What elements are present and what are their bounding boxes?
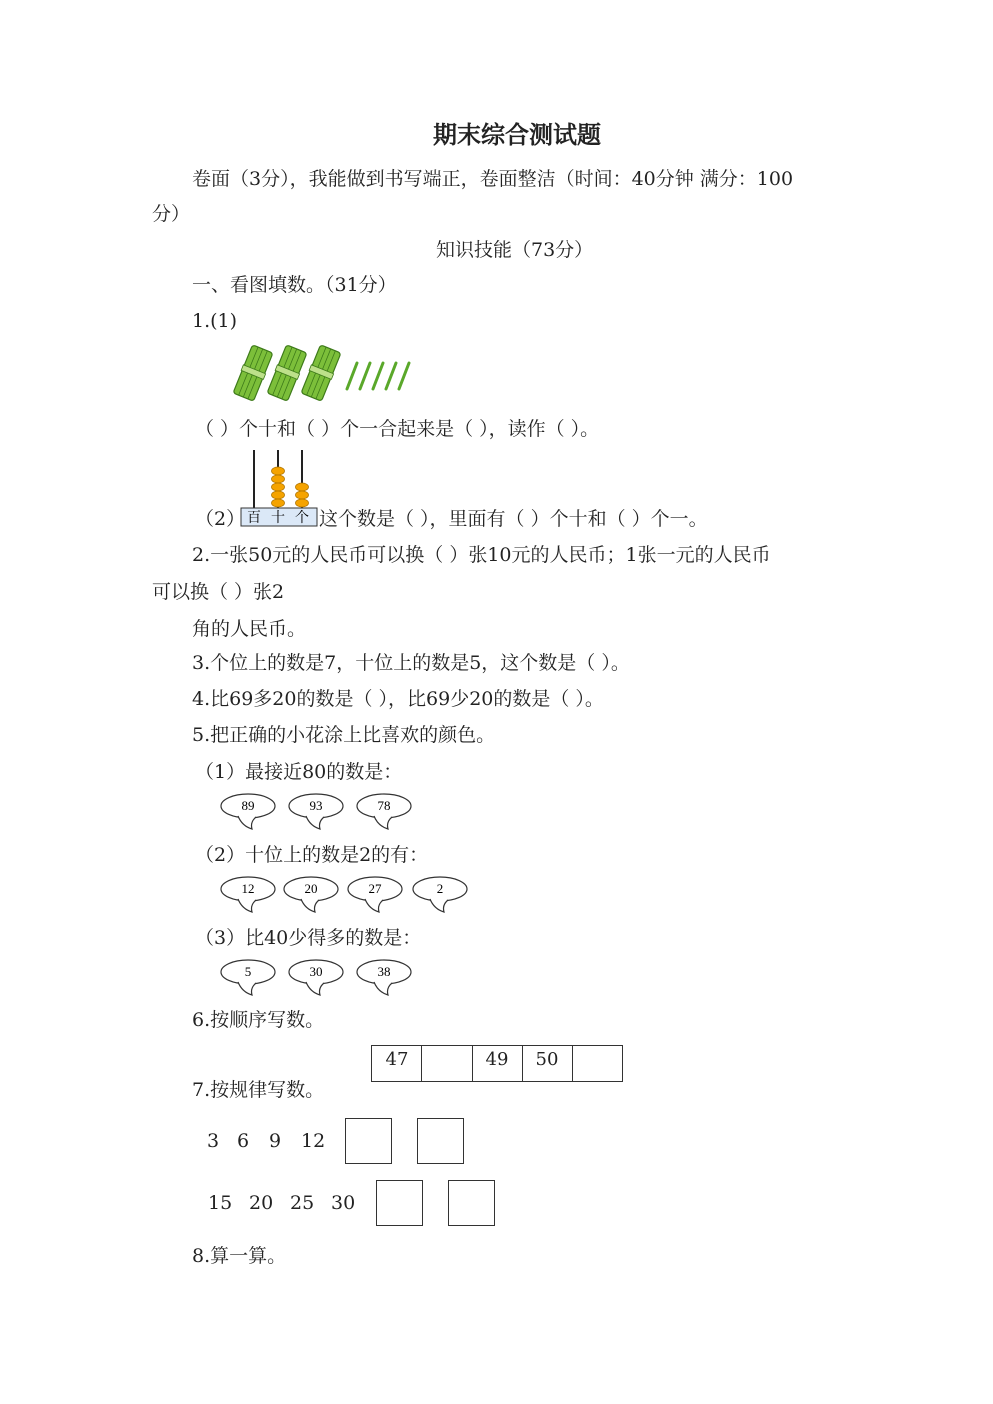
q2-line2: 可以换（ ）张2 (152, 581, 285, 603)
answer-box[interactable] (376, 1180, 423, 1226)
sequence-cell: 49 (485, 1049, 509, 1070)
flower-option[interactable] (289, 794, 343, 829)
q2-line3: 角的人民币。 (192, 618, 307, 640)
flower-number: 30 (309, 964, 323, 979)
flower-option[interactable] (221, 794, 275, 829)
flower-number: 38 (377, 964, 391, 979)
q5-sub3: （3）比40少得多的数是： (195, 927, 422, 949)
flower-option[interactable] (357, 794, 411, 829)
flower-option[interactable] (284, 877, 338, 912)
abacus-label-ones: 个 (295, 510, 309, 526)
flower-number: 20 (304, 881, 318, 896)
q1-part2-text: 这个数是（ ），里面有（ ）个十和（ ）个一。 (319, 508, 708, 530)
q4-text: 4.比69多20的数是（ ），比69少20的数是（ ）。 (192, 688, 604, 710)
flower-option[interactable] (413, 877, 467, 912)
q7-row1-number: 9 (269, 1130, 282, 1152)
q6-text: 6.按顺序写数。 (192, 1009, 325, 1031)
abacus-label-hundreds: 百 (247, 510, 261, 526)
answer-box[interactable] (417, 1118, 464, 1164)
q1-blank-sentence: （ ）个十和（ ）个一合起来是（ ），读作（ ）。 (195, 418, 600, 440)
part1-heading: 一、看图填数。（31分） (192, 274, 397, 296)
abacus-label-tens: 十 (271, 510, 285, 526)
answer-box[interactable] (345, 1118, 392, 1164)
single-sticks (347, 363, 409, 389)
answer-box[interactable] (448, 1180, 495, 1226)
q2-line1: 2.一张50元的人民币可以换（ ）张10元的人民币；1张一元的人民币 (192, 544, 771, 566)
flower-option[interactable] (221, 877, 275, 912)
flower-option[interactable] (221, 960, 275, 995)
q7-row2-number: 20 (249, 1192, 274, 1214)
page-title: 期末综合测试题 (433, 120, 601, 149)
q7-row1-number: 3 (207, 1130, 220, 1152)
sequence-cell: 50 (535, 1049, 559, 1070)
q5-flowers-row2 (218, 875, 498, 915)
flower-option[interactable] (348, 877, 402, 912)
q5-flowers-row1 (218, 792, 458, 832)
flower-number: 12 (241, 881, 255, 896)
q5-sub1: （1）最接近80的数是： (195, 761, 403, 783)
q5-flowers-row3 (218, 958, 458, 998)
flower-number: 89 (241, 798, 255, 813)
q7-text: 7.按规律写数。 (192, 1079, 325, 1101)
q7-row2-number: 30 (331, 1192, 356, 1214)
sequence-cell: 47 (385, 1049, 409, 1070)
q7-row2-number: 15 (208, 1192, 233, 1214)
q7-row2-number: 25 (290, 1192, 315, 1214)
flower-number: 27 (368, 881, 382, 896)
abacus-illustration (240, 448, 320, 528)
flower-option[interactable] (289, 960, 343, 995)
section-title: 知识技能（73分） (436, 239, 594, 261)
intro-text-line2: 分） (152, 203, 191, 225)
intro-text-line1: 卷面（3分），我能做到书写端正，卷面整洁（时间：40分钟 满分：100 (192, 168, 794, 190)
flower-option[interactable] (357, 960, 411, 995)
q1-label: 1.(1) (192, 310, 238, 332)
q5-sub2: （2）十位上的数是2的有： (195, 844, 429, 866)
flower-number: 78 (377, 798, 391, 813)
q5-text: 5.把正确的小花涂上比喜欢的颜色。 (192, 724, 496, 746)
flower-number: 2 (436, 881, 444, 896)
flower-number: 5 (244, 964, 252, 979)
q7-row1-number: 6 (237, 1130, 250, 1152)
q7-row1-number: 12 (301, 1130, 326, 1152)
q6-sequence-table (371, 1045, 623, 1082)
q8-text: 8.算一算。 (192, 1245, 287, 1267)
q1-part2-prefix: （2） (195, 508, 246, 530)
stick-bundles-illustration (225, 343, 425, 405)
q3-text: 3.个位上的数是7，十位上的数是5，这个数是（ ）。 (192, 652, 630, 674)
flower-number: 93 (309, 798, 323, 813)
